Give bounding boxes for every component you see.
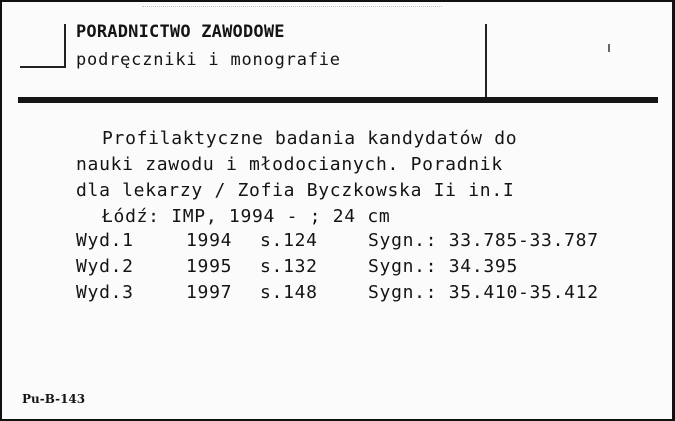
entry-line: dla lekarzy / Zofia Byczkowska Ii in.I	[76, 180, 515, 201]
edition-signature: Sygn.: 34.395	[368, 256, 518, 277]
header-left-horizontal-rule	[20, 66, 66, 68]
edition-pages: s.148	[260, 282, 318, 303]
header-right-vertical-rule	[485, 24, 487, 100]
edition-year: 1997	[186, 282, 233, 303]
entry-line: nauki zawodu i młodocianych. Poradnik	[76, 154, 503, 175]
card-top-speckle	[142, 6, 442, 8]
edition-number: Wyd.3	[76, 282, 134, 303]
edition-number: Wyd.1	[76, 230, 134, 251]
entry-line: Profilaktyczne badania kandydatów do	[102, 128, 518, 149]
edition-year: 1995	[186, 256, 233, 277]
category-title: PORADNICTWO ZAWODOWE	[76, 22, 285, 42]
edition-signature: Sygn.: 33.785-33.787	[368, 230, 599, 251]
header-divider-bar	[18, 97, 658, 103]
edition-year: 1994	[186, 230, 233, 251]
bibliographic-entry	[76, 126, 517, 230]
edition-pages: s.124	[260, 230, 318, 251]
edition-signature: Sygn.: 35.410-35.412	[368, 282, 599, 303]
call-number-stamp: Pu-B-143	[22, 392, 86, 406]
imprint-line: Łódź: IMP, 1994 - ; 24 cm	[102, 206, 391, 227]
category-subtitle: podręczniki i monografie	[76, 50, 341, 70]
edition-pages: s.132	[260, 256, 318, 277]
edition-number: Wyd.2	[76, 256, 134, 277]
corner-tick-mark	[608, 44, 610, 52]
header-left-vertical-rule	[64, 24, 66, 68]
